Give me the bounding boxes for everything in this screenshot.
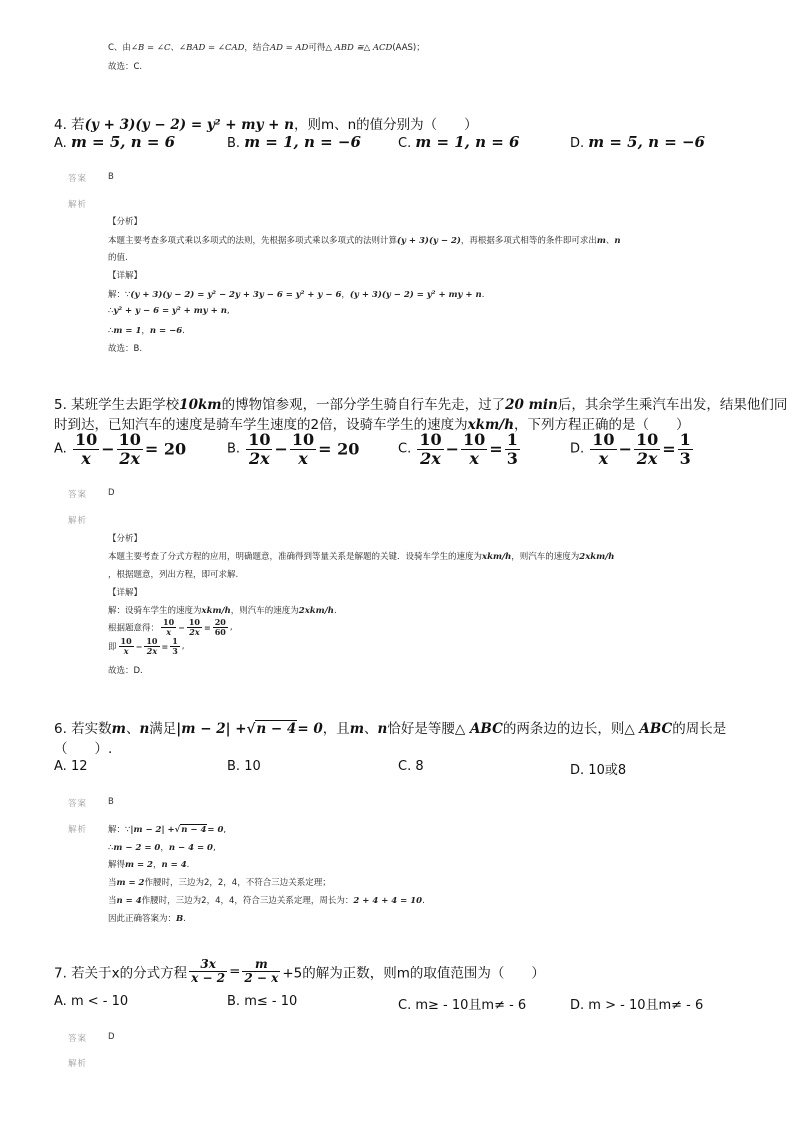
q6-step-6: 因此正确答案为：B. [108, 914, 186, 924]
q6-step-5: 当n = 4作腰时，三边为2，4，4，符合三边关系定理，周长为：2 + 4 + 4 = 10. [108, 896, 425, 906]
q5-step-3: 即 $\frac{10}{x}$ − $\frac{10}{2x}$ = $\frac{1}{3}$ , [108, 636, 185, 656]
q7-option-b[interactable]: B. m≤ - 10 [227, 994, 298, 1009]
q5-step-2: 根据题意得： $\frac{10}{x}$ − $\frac{10}{2x}$ = $\frac{20}{60}$ , [108, 617, 233, 637]
q6-step-3: 解得m = 2，n = 4. [108, 860, 190, 870]
q4-option-a[interactable]: A. m = 5, n = 6 [54, 133, 176, 151]
q7-answer: D [108, 1032, 115, 1042]
q7-analysis-tag: 解析 [68, 1059, 88, 1069]
q6-analysis-tag: 解析 [68, 825, 88, 835]
q5-option-b[interactable]: B. $\frac{10}{2x}$ − $\frac{10}{x}$ = 20 [227, 430, 360, 468]
q5-fenxi-text: 本题主要考查了分式方程的应用，明确题意，准确得到等量关系是解题的关键．设骑车学生的速度为xkm/h，则汽车的速度为2xkm/h [108, 552, 615, 562]
q5-analysis-tag: 解析 [68, 516, 88, 526]
q6-step-1: 解：∵|m − 2| +√n − 4= 0, [108, 825, 227, 835]
q5-option-a[interactable]: A. $\frac{10}{x}$ − $\frac{10}{2x}$ = 20 [54, 430, 187, 468]
prev-solution-line: C、由∠B = ∠C、∠BAD = ∠CAD，结合AD = AD可得△ ABD ≅△ ACD(AAS)； [108, 43, 425, 53]
q4-xiangjie-heading: 【详解】 [108, 271, 143, 281]
q6-option-a[interactable]: A. 12 [54, 759, 88, 774]
q6-option-b[interactable]: B. 10 [227, 759, 261, 774]
q4-option-b[interactable]: B. m = 1, n = −6 [227, 133, 361, 151]
q6-answer-tag: 答案 [68, 799, 88, 809]
q7-option-c[interactable]: C. m≥ - 10且m≠ - 6 [398, 998, 527, 1013]
question-5-stem-line2: 时到达，已知汽车的速度是骑车学生速度的2倍，设骑车学生的速度为xkm/h，下列方程正确的是（ ） [54, 417, 690, 433]
q7-answer-tag: 答案 [68, 1034, 88, 1044]
question-5-stem-line1: 5. 某班学生去距学校10km的博物馆参观，一部分学生骑自行车先走，过了20 min后，其余学生乘汽车出发，结果他们同 [54, 397, 788, 413]
prev-choice-line: 故选：C. [108, 62, 143, 72]
q5-option-c[interactable]: C. $\frac{10}{2x}$ − $\frac{10}{x}$ = $\frac{1}{3}$ [398, 430, 518, 468]
q4-step-1: 解：∵(y + 3)(y − 2) = y² − 2y + 3y − 6 = y² + y − 6，(y + 3)(y − 2) = y² + my + n. [108, 290, 485, 300]
q6-option-d[interactable]: D. 10或8 [570, 763, 627, 778]
question-7-stem: 7. 若关于x的分式方程 $\frac{3x}{x - 2}$ = $\frac{m}{2 - x}$ +5的解为正数，则m的取值范围为（ ） [54, 957, 545, 986]
q5-fenxi-text-2: ，根据题意，列出方程，即可求解. [108, 570, 239, 580]
q4-fenxi-heading: 【分析】 [108, 217, 143, 227]
question-4-stem: 4. 若(y + 3)(y − 2) = y² + my + n，则m、n的值分别为（ ） [54, 117, 478, 133]
q7-option-a[interactable]: A. m < - 10 [54, 994, 129, 1009]
question-6-stem-line2: （ ）. [54, 741, 113, 757]
q5-answer-tag: 答案 [68, 490, 88, 500]
q4-fenxi-text: 本题主要考查多项式乘以多项式的法则，先根据多项式乘以多项式的法则计算(y + 3)(y − 2)，再根据多项式相等的条件即可求出m、n [108, 236, 621, 246]
q4-option-c[interactable]: C. m = 1, n = 6 [398, 133, 520, 151]
q4-option-d[interactable]: D. m = 5, n = −6 [570, 133, 705, 151]
q4-analysis-tag: 解析 [68, 200, 88, 210]
q5-fenxi-heading: 【分析】 [108, 534, 143, 544]
q5-xiangjie-heading: 【详解】 [108, 588, 143, 598]
q4-answer-tag: 答案 [68, 174, 88, 184]
q5-option-d[interactable]: D. $\frac{10}{x}$ − $\frac{10}{2x}$ = $\frac{1}{3}$ [570, 430, 691, 468]
q7-option-d[interactable]: D. m > - 10且m≠ - 6 [570, 998, 704, 1013]
q4-step-3: ∴m = 1，n = −6. [108, 326, 185, 336]
q4-answer: B [108, 172, 114, 182]
question-6-stem-line1: 6. 若实数m、n满足|m − 2| +√n − 4= 0，且m、n恰好是等腰△ ABC的两条边的边长，则△ ABC的周长是 [54, 721, 727, 737]
q6-answer: B [108, 797, 114, 807]
q6-option-c[interactable]: C. 8 [398, 759, 424, 774]
q4-fenxi-text-2: 的值. [108, 253, 128, 263]
q5-answer: D [108, 488, 115, 498]
q4-step-2: ∴y² + y − 6 = y² + my + n, [108, 306, 230, 316]
q6-step-2: ∴m − 2 = 0，n − 4 = 0, [108, 843, 216, 853]
q6-step-4: 当m = 2作腰时，三边为2，2，4，不符合三边关系定理； [108, 878, 331, 888]
q5-step-1: 解：设骑车学生的速度为xkm/h，则汽车的速度为2xkm/h. [108, 606, 337, 616]
q4-step-4: 故选：B. [108, 344, 143, 354]
q5-step-4: 故选：D. [108, 666, 143, 676]
